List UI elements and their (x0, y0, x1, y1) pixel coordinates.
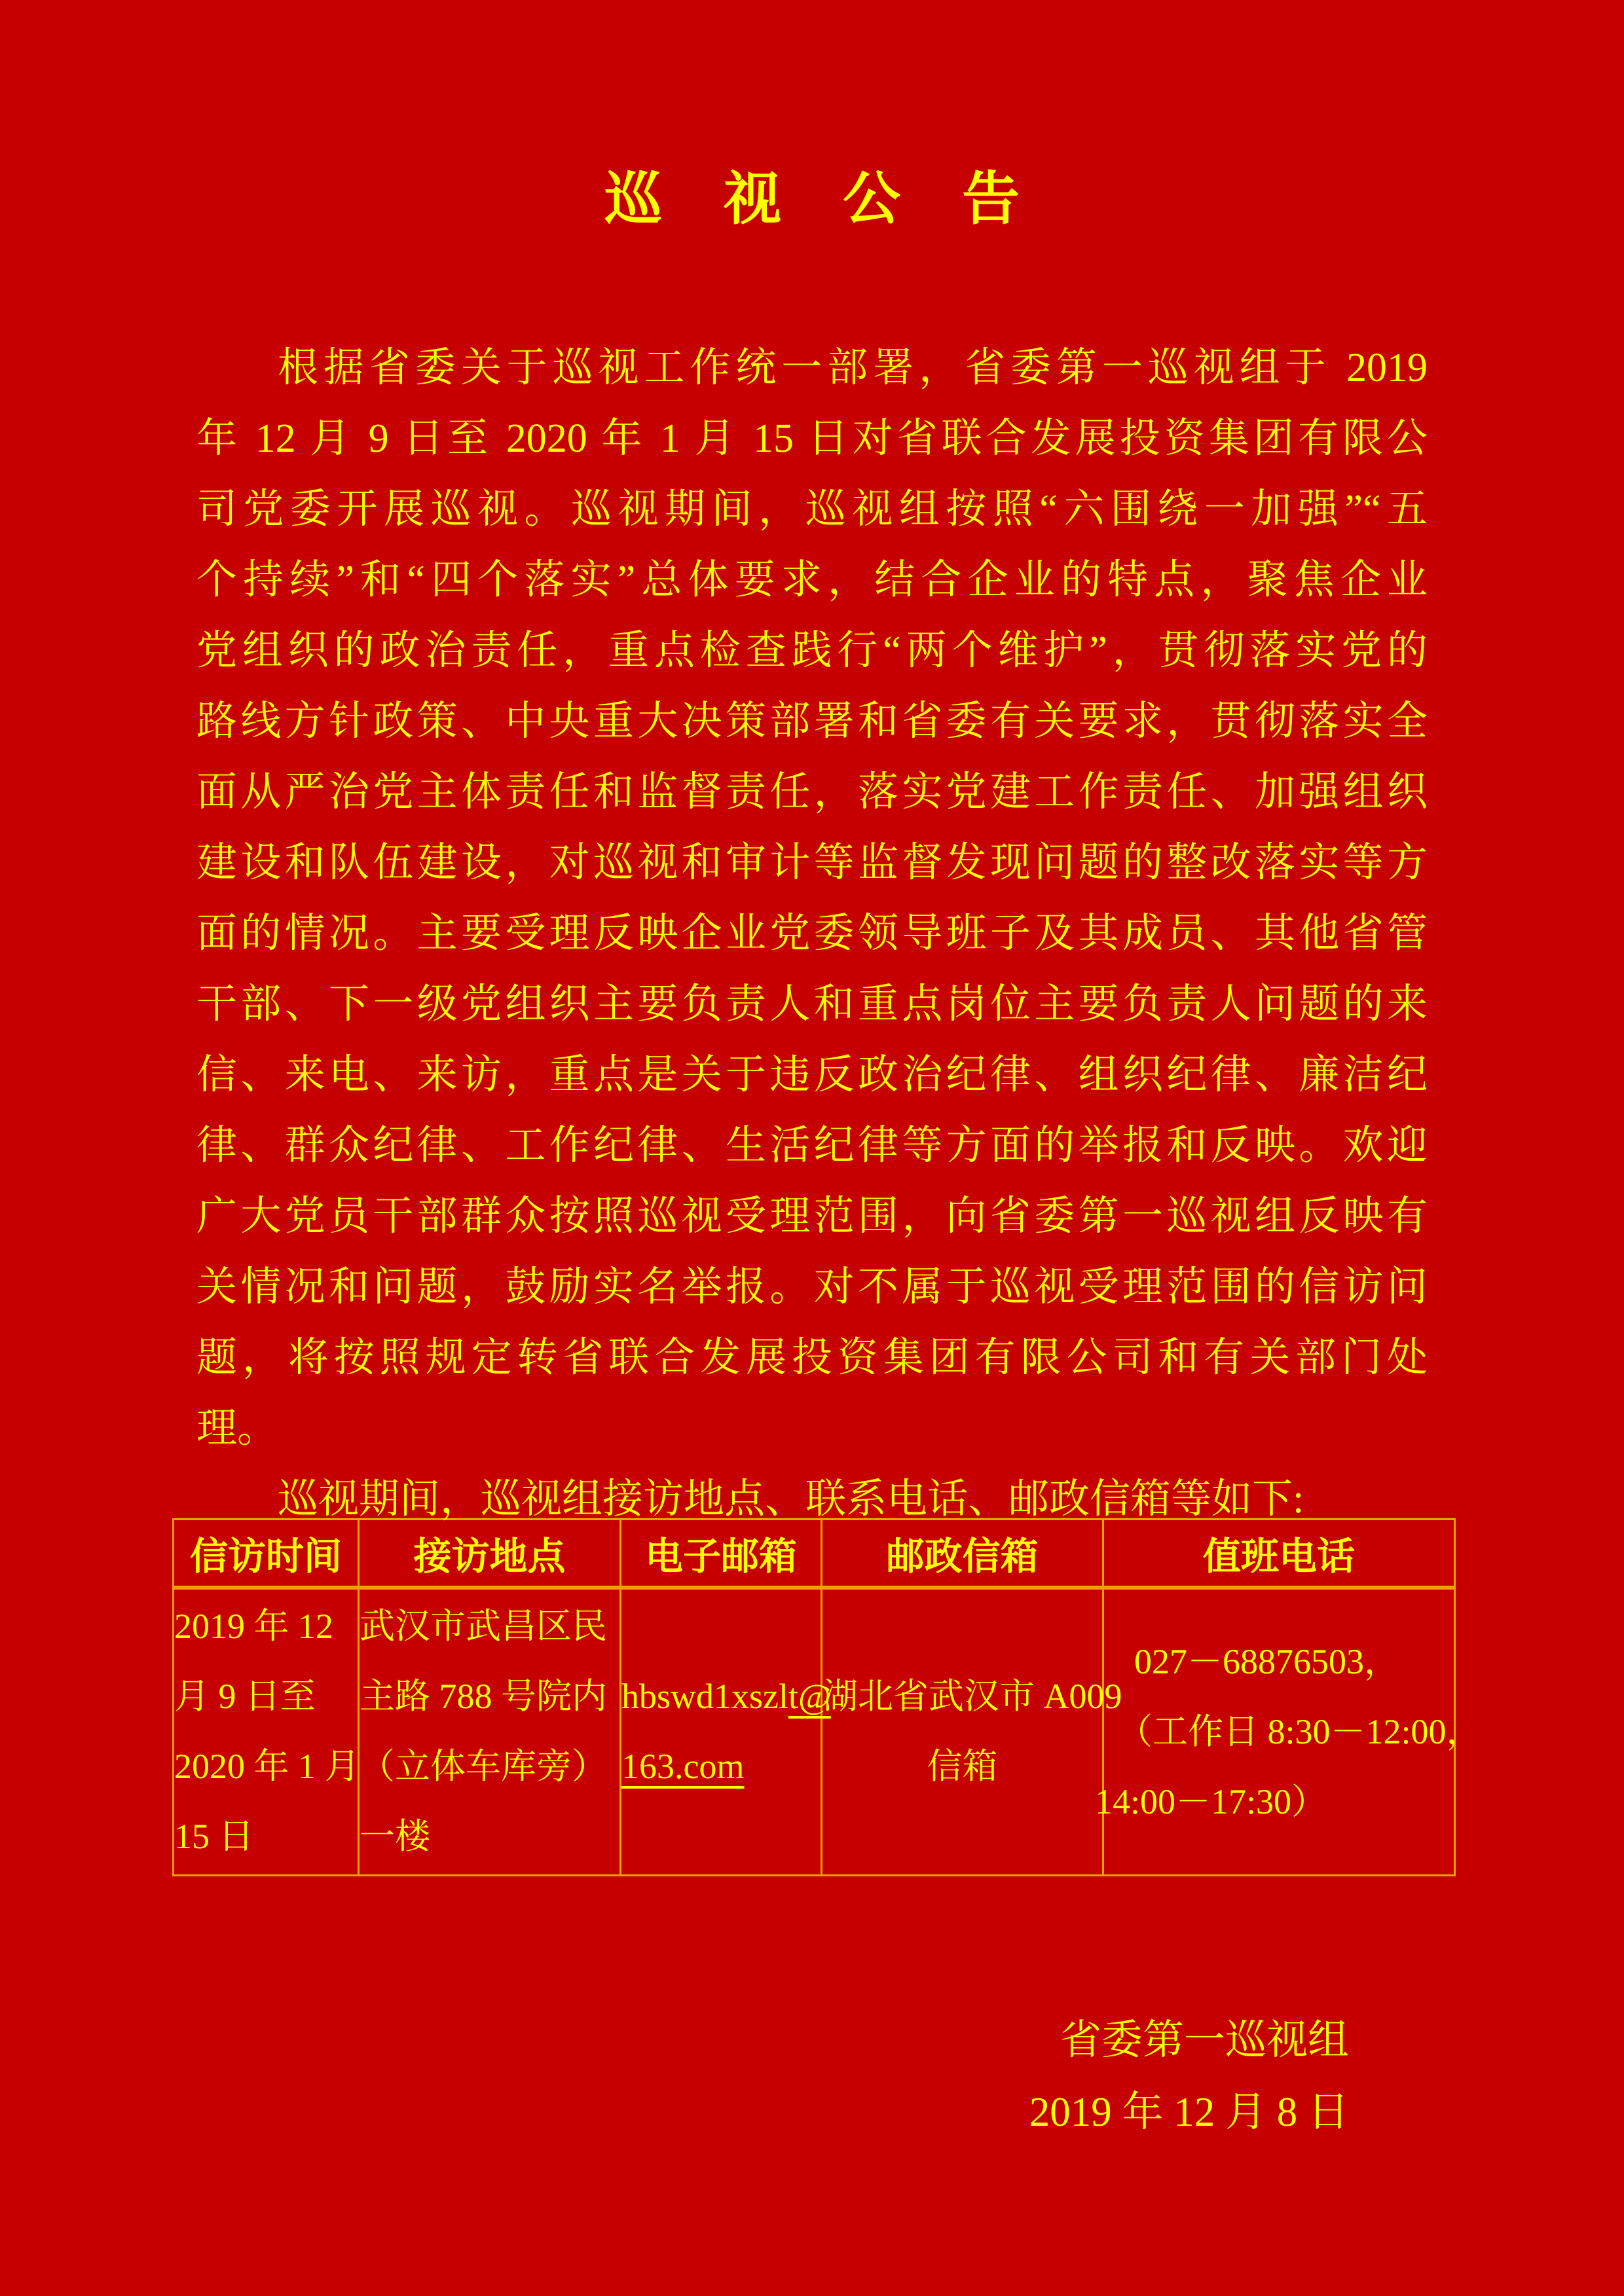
email-link-line2[interactable]: 163.com (621, 1747, 745, 1787)
body-line-1: 根据省委关于巡视工作统一部署，省委第一巡视组于 2019 (278, 346, 1428, 390)
contact-table (172, 1518, 1482, 1876)
signature-name: 省委第一巡视组 (1060, 2017, 1349, 2063)
cell-post-box: 湖北省武汉市 A009 信箱 (822, 1588, 1103, 1876)
header-post-box: 邮政信箱 (822, 1520, 1103, 1588)
body-line-14: 关情况和问题，鼓励实名举报。对不属于巡视受理范围的信访问 (196, 1265, 1428, 1309)
signature-block (0, 2004, 1624, 2148)
cell-email (621, 1588, 831, 1876)
body-line-4: 个持续”和“四个落实”总体要求，结合企业的特点，聚焦企业 (196, 558, 1428, 602)
table-intro-line: 巡视期间，巡视组接访地点、联系电话、邮政信箱等如下: (278, 1477, 1304, 1522)
body-line-15: 题，将按照规定转省联合发展投资集团有限公司和有关部门处 (196, 1336, 1428, 1380)
body-line-8: 建设和队伍建设，对巡视和审计等监督发现问题的整改落实等方 (196, 841, 1428, 885)
signature-date: 2019 年 12 月 8 日 (1029, 2089, 1349, 2135)
email-link-line1[interactable]: hbswd1xszlt@ (621, 1677, 831, 1717)
header-visit-place: 接访地点 (359, 1520, 621, 1588)
body-line-7: 面从严治党主体责任和监督责任，落实党建工作责任、加强组织 (196, 770, 1428, 814)
page-title: 巡视公告 (604, 168, 1081, 232)
body-line-13: 广大党员干部群众按照巡视受理范围，向省委第一巡视组反映有 (196, 1194, 1428, 1239)
header-duty-phone: 值班电话 (1103, 1520, 1455, 1588)
body-line-3: 司党委开展巡视。巡视期间，巡视组按照“六围绕一加强”“五 (196, 487, 1428, 532)
header-visit-time: 信访时间 (174, 1520, 359, 1588)
cell-visit-time: 2019 年 12 月 9 日至 2020 年 1 月 15 日 (174, 1588, 359, 1876)
table-row (174, 1588, 1455, 1876)
body-line-16: 理。 (196, 1406, 278, 1451)
body-line-10: 干部、下一级党组织主要负责人和重点岗位主要负责人问题的来 (196, 982, 1428, 1027)
body-line-5: 党组织的政治责任，重点检查践行“两个维护”，贯彻落实党的 (196, 629, 1428, 673)
cell-visit-place: 武汉市武昌区民 主路 788 号院内 （立体车库旁） 一楼 (359, 1588, 621, 1876)
body-line-9: 面的情况。主要受理反映企业党委领导班子及其成员、其他省管 (196, 911, 1428, 956)
notice-body (0, 333, 1624, 1535)
cell-duty-phone: 027－68876503， （工作日 8:30－12:00， 14:00－17:30） (1103, 1588, 1455, 1876)
body-line-2: 年 12 月 9 日至 2020 年 1 月 15 日对省联合发展投资集团有限公 (196, 416, 1428, 461)
header-email: 电子邮箱 (621, 1520, 822, 1588)
body-line-12: 律、群众纪律、工作纪律、生活纪律等方面的举报和反映。欢迎 (196, 1123, 1428, 1168)
body-line-6: 路线方针政策、中央重大决策部署和省委有关要求，贯彻落实全 (196, 699, 1428, 744)
body-line-11: 信、来电、来访，重点是关于违反政治纪律、组织纪律、廉洁纪 (196, 1053, 1428, 1097)
